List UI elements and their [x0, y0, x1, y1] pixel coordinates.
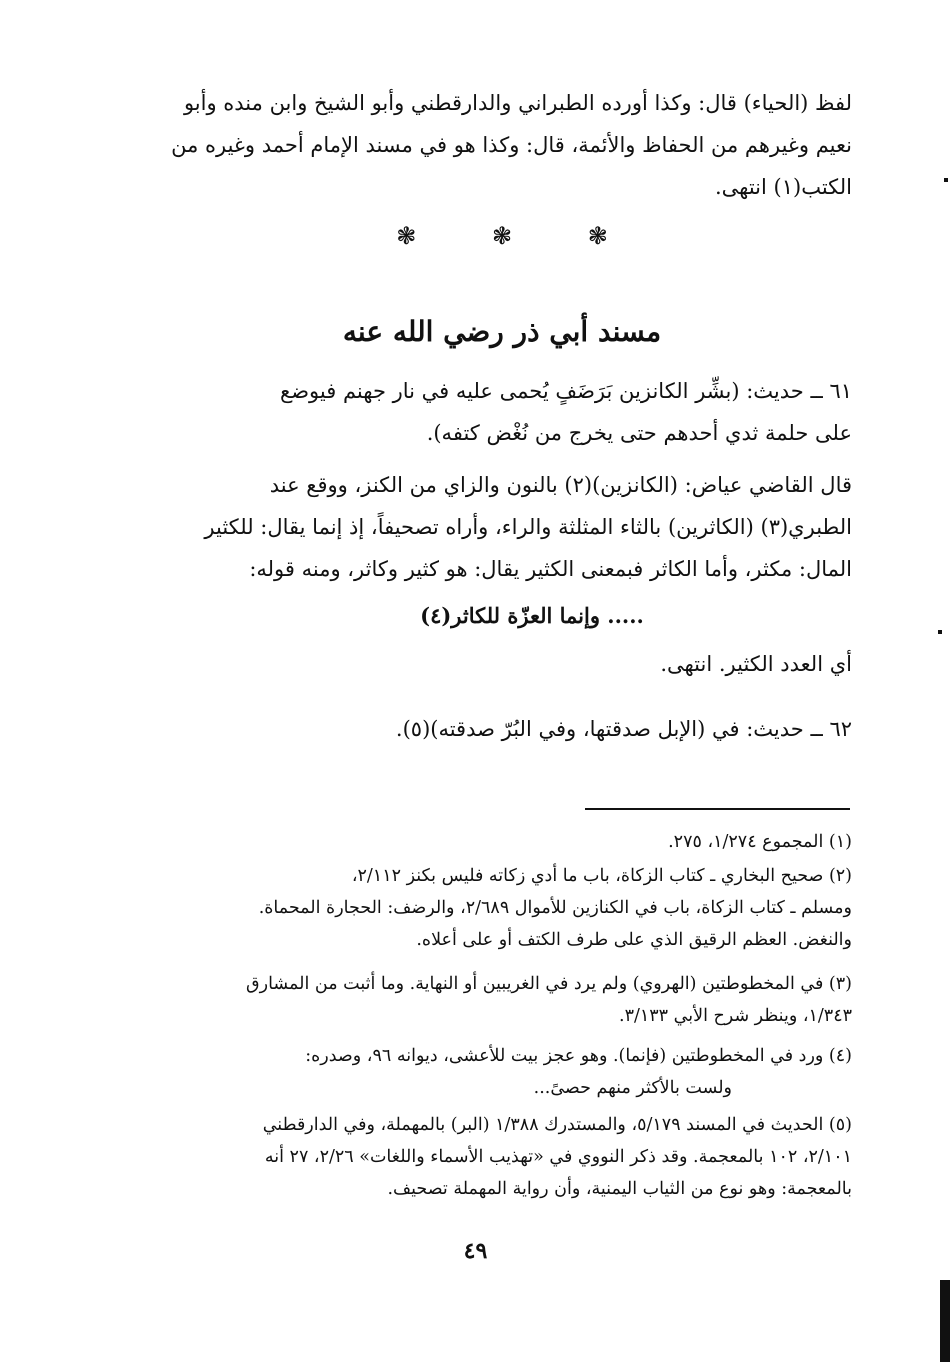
qadi-line: قال القاضي عياض: (الكانزين)(٢) بالنون والزاي من الكنز، ووقع عند — [269, 473, 852, 497]
intro-paragraph — [152, 82, 852, 208]
footnote-line: والنغض. العظم الرقيق الذي على طرف الكتف أو على أعلاه. — [416, 930, 852, 950]
qadi-line: الطبري(٣) (الكاثرين) بالثاء المثلثة والراء، وأراه تصحيفاً، إذ إنما يقال: للكثير — [204, 515, 852, 539]
star-ornament-icon: ❃ — [491, 222, 513, 250]
section-heading: مسند أبي ذر رضي الله عنه — [342, 315, 662, 348]
intro-line: لفظ (الحياء) قال: وكذا أورده الطبراني والدارقطني وأبو الشيخ وابن منده وأبو — [183, 91, 852, 115]
footnote-line: ومسلم ـ كتاب الزكاة، باب في الكنازين للأموال ٢/٦٨٩، والرضف: الحجارة المحماة. — [258, 898, 852, 918]
footnote-line: (١) المجموع ١/٢٧٤، ٢٧٥. — [668, 832, 852, 852]
star-ornament-icon: ❃ — [396, 222, 417, 250]
scan-edge-mark — [944, 178, 948, 182]
meaning-text: أي العدد الكثير. انتهى. — [660, 652, 852, 676]
footnote-4 — [140, 1040, 852, 1104]
qadi-line: المال: مكثر، وأما الكاثر فبمعنى الكثير يقال: هو كثير وكاثر، ومنه قوله: — [249, 557, 852, 581]
hadith-62 — [152, 708, 852, 750]
hadith-line: على حلمة ثدي أحدهم حتى يخرج من نُغْض كتفه). — [426, 421, 852, 445]
footnote-3 — [140, 968, 852, 1032]
footnote-verse: ولست بالأكثر منهم حصىً... — [533, 1078, 732, 1098]
intro-line: نعيم وغيرهم من الحفاظ والأئمة، قال: وكذا هو في مسند الإمام أحمد وغيره من — [171, 133, 852, 157]
poetry-verse — [152, 600, 852, 632]
footnote-1 — [140, 826, 852, 858]
hadith-line: ٦٢ ــ حديث: في (الإبل صدقتها، وفي البُرّ صدقته)(٥). — [395, 717, 852, 741]
section-separator — [152, 222, 852, 250]
verse-text: ..... وإنما العزّة للكاثر(٤) — [420, 603, 644, 628]
qadi-paragraph — [152, 464, 852, 590]
intro-line: الكتب(١) انتهى. — [714, 175, 852, 199]
footnote-2 — [140, 860, 852, 956]
footnote-line: (٣) في المخطوطتين (الهروي) ولم يرد في الغريبين أو النهاية. وما أثبت من المشارق — [246, 974, 852, 994]
footnote-line: (٢) صحيح البخاري ـ كتاب الزكاة، باب ما أدي زكاته فليس بكنز ٢/١١٢، — [351, 866, 852, 886]
scan-edge-mark — [940, 1280, 950, 1362]
footnote-line: ٢/١٠١، ١٠٢ بالمعجمة. وقد ذكر النووي في «تهذيب الأسماء واللغات» ٢/٢٦، ٢٧ أنه — [264, 1147, 852, 1167]
footnote-line: (٥) الحديث في المسند ٥/١٧٩، والمستدرك ١/٣٨٨ (البر) بالمهملة، وفي الدارقطني — [262, 1115, 852, 1135]
footnote-line: (٤) ورد في المخطوطتين (فإنما). وهو عجز بيت للأعشى، ديوانه ٩٦، وصدره: — [305, 1046, 852, 1066]
star-ornament-icon: ❃ — [587, 222, 608, 250]
footnote-line: بالمعجمة: وهو نوع من الثياب اليمنية، وأن رواية المهملة تصحيف. — [387, 1179, 852, 1199]
footnote-divider — [585, 808, 850, 810]
footnote-5 — [140, 1109, 852, 1205]
hadith-61 — [152, 370, 852, 454]
page-number: ٤٩ — [463, 1238, 488, 1264]
hadith-line: ٦١ ــ حديث: (بشِّر الكانزين بَرَضَفٍ يُحمى عليه في نار جهنم فيوضع — [280, 379, 852, 403]
scan-edge-mark — [938, 630, 942, 634]
meaning-line — [152, 643, 852, 685]
footnote-line: ١/٣٤٣، وينظر شرح الأبي ٣/١٣٣. — [618, 1006, 852, 1026]
